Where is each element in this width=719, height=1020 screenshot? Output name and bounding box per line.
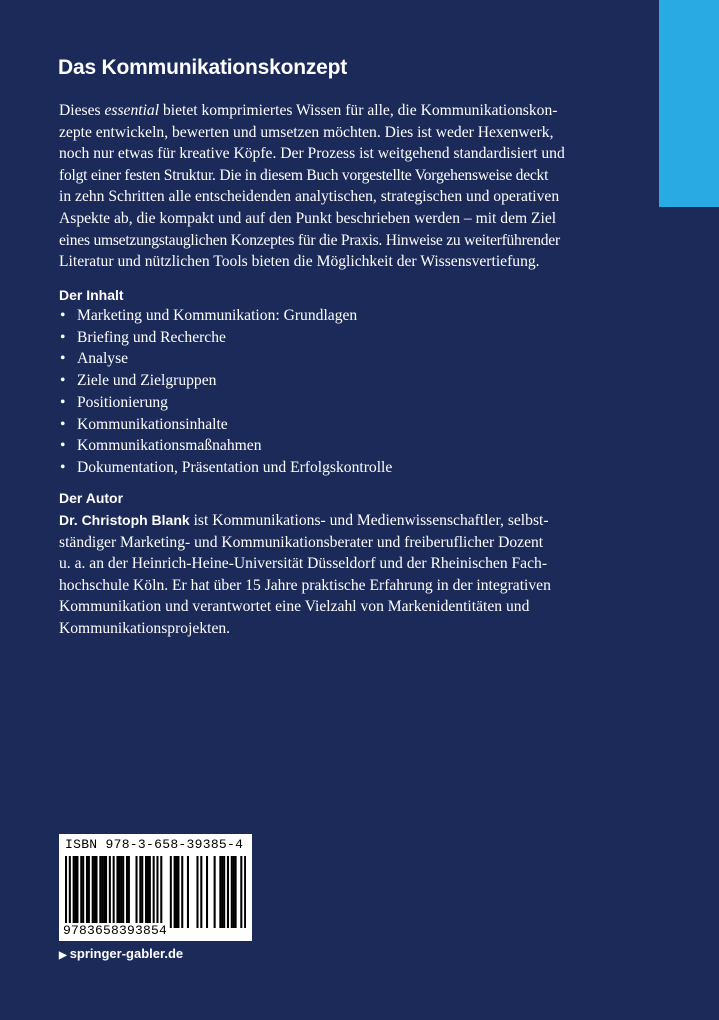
- author-line: Kommunikationsprojekten.: [59, 619, 231, 637]
- barcode-bar: [65, 856, 67, 928]
- barcode-bar: [105, 856, 107, 928]
- list-item: • Kommunikationsmaßnahmen: [59, 435, 392, 457]
- barcode-bar: [149, 856, 151, 928]
- barcode-bar: [153, 856, 155, 928]
- bullet-icon: •: [60, 372, 66, 390]
- author-line: ständiger Marketing- und Kommunikationsberater und freiberuflicher Dozent: [59, 533, 544, 551]
- intro-paragraph: [59, 100, 596, 273]
- intro-line: Aspekte ab, die kompakt und auf den Punkt beschrieben werden – mit dem Ziel: [59, 209, 557, 227]
- contents-list: [59, 305, 392, 479]
- bullet-icon: •: [60, 328, 66, 346]
- barcode-bar: [174, 856, 176, 928]
- barcode-bar: [227, 856, 229, 928]
- barcode-bar: [92, 856, 94, 928]
- bullet-icon: •: [60, 350, 66, 368]
- barcode-bar: [69, 856, 71, 928]
- barcode-bar: [181, 856, 183, 928]
- author-line: Dr. Christoph Blank ist Kommunikations- und Medienwissenschaftler, selbst-: [59, 512, 549, 529]
- barcode-bar: [187, 856, 189, 928]
- author-line: hochschule Köln. Er hat über 15 Jahre praktische Erfahrung in der integrativen: [59, 576, 551, 594]
- isbn-label: ISBN 978-3-658-39385-4: [65, 837, 244, 852]
- intro-emphasis: essential: [104, 102, 160, 119]
- list-item: • Dokumentation, Präsentation und Erfolgskontrolle: [59, 457, 392, 479]
- barcode-bar: [156, 856, 158, 928]
- intro-line: zepte entwickeln, bewerten und umsetzen möchten. Dies ist weder Hexenwerk,: [59, 123, 554, 141]
- intro-line: folgt einer festen Struktur. Die in diesem Buch vorgestellte Vorgehensweise deckt: [59, 166, 549, 184]
- list-item: • Kommunikationsinhalte: [59, 414, 392, 436]
- intro-line: in zehn Schritten alle entscheidenden analytischen, strategischen und operativen: [59, 188, 560, 206]
- list-item: • Positionierung: [59, 392, 392, 414]
- barcode-bar: [160, 856, 162, 928]
- barcode-bar: [170, 856, 172, 928]
- list-item: • Briefing und Recherche: [59, 327, 392, 349]
- barcode-bar: [231, 856, 233, 928]
- barcode-bar: [176, 856, 178, 928]
- barcode-bar: [200, 856, 202, 928]
- barcode-bars: [65, 856, 246, 928]
- barcode-bar: [196, 856, 198, 928]
- barcode-bar: [118, 856, 120, 928]
- barcode-bar: [80, 856, 82, 928]
- barcode-bar: [244, 856, 246, 928]
- list-item: • Marketing und Kommunikation: Grundlagen: [59, 305, 392, 327]
- book-title: Das Kommunikationskonzept: [58, 56, 348, 79]
- author-line: Kommunikation und verantwortet eine Vielzahl von Markenidentitäten und: [59, 598, 530, 616]
- intro-line: noch nur etwas für kreative Köpfe. Der Prozess ist weitgehend standardisiert und: [59, 145, 565, 163]
- barcode-bar: [73, 856, 75, 928]
- author-heading: Der Autor: [59, 490, 124, 506]
- barcode-bar: [135, 856, 137, 928]
- list-item: • Analyse: [59, 348, 392, 370]
- barcode-bar: [240, 856, 242, 928]
- bullet-icon: •: [60, 307, 66, 324]
- publisher-link[interactable]: [59, 946, 183, 961]
- barcode-bar: [86, 856, 88, 928]
- barcode-bar: [113, 856, 115, 928]
- barcode-bar: [99, 856, 101, 928]
- barcode-bar: [120, 856, 122, 928]
- barcode-bar: [109, 856, 111, 928]
- arrow-right-icon: ▶: [59, 950, 67, 961]
- contents-heading: Der Inhalt: [59, 287, 124, 303]
- accent-bar: [659, 0, 719, 207]
- barcode-bar: [139, 856, 141, 928]
- bullet-icon: •: [60, 458, 66, 476]
- bullet-icon: •: [60, 437, 66, 455]
- barcode-bar: [145, 856, 147, 928]
- intro-line: Dieses essential bietet komprimiertes Wissen für alle, die Kommunikationskon-: [59, 102, 558, 119]
- bullet-icon: •: [60, 393, 66, 411]
- barcode-bar: [233, 856, 235, 928]
- barcode-bar: [214, 856, 216, 928]
- barcode-bar: [206, 856, 208, 928]
- barcode-bar: [177, 856, 179, 928]
- barcode-bar: [116, 856, 118, 928]
- barcode-bar: [126, 856, 128, 928]
- ean-digits: 9783658393854: [63, 923, 168, 938]
- author-name: Dr. Christoph Blank: [59, 512, 190, 528]
- barcode-bar: [223, 856, 225, 928]
- publisher-url: springer-gabler.de: [69, 946, 184, 961]
- barcode-bar: [221, 856, 223, 928]
- barcode-bar: [76, 856, 78, 928]
- barcode-bar: [75, 856, 77, 928]
- barcode-bar: [141, 856, 143, 928]
- barcode-bar: [122, 856, 124, 928]
- barcode-bar: [235, 856, 237, 928]
- barcode-bar: [88, 856, 90, 928]
- barcode-bar: [101, 856, 103, 928]
- barcode-bar: [94, 856, 96, 928]
- barcode-bar: [95, 856, 97, 928]
- barcode-bar: [82, 856, 84, 928]
- isbn-barcode: [59, 834, 252, 941]
- list-item: • Ziele und Zielgruppen: [59, 370, 392, 392]
- intro-line: eines umsetzungstauglichen Konzeptes für die Praxis. Hinweise zu weiterführender: [59, 231, 560, 249]
- author-paragraph: [59, 510, 596, 640]
- barcode-bar: [147, 856, 149, 928]
- barcode-bar: [219, 856, 221, 928]
- barcode-bar: [103, 856, 105, 928]
- intro-line: Literatur und nützlichen Tools bieten die Möglichkeit der Wissensvertiefung.: [59, 253, 540, 271]
- bullet-icon: •: [60, 415, 66, 433]
- barcode-bar: [128, 856, 130, 928]
- author-line: u. a. an der Heinrich-Heine-Universität Düsseldorf und der Rheinischen Fach-: [59, 555, 548, 573]
